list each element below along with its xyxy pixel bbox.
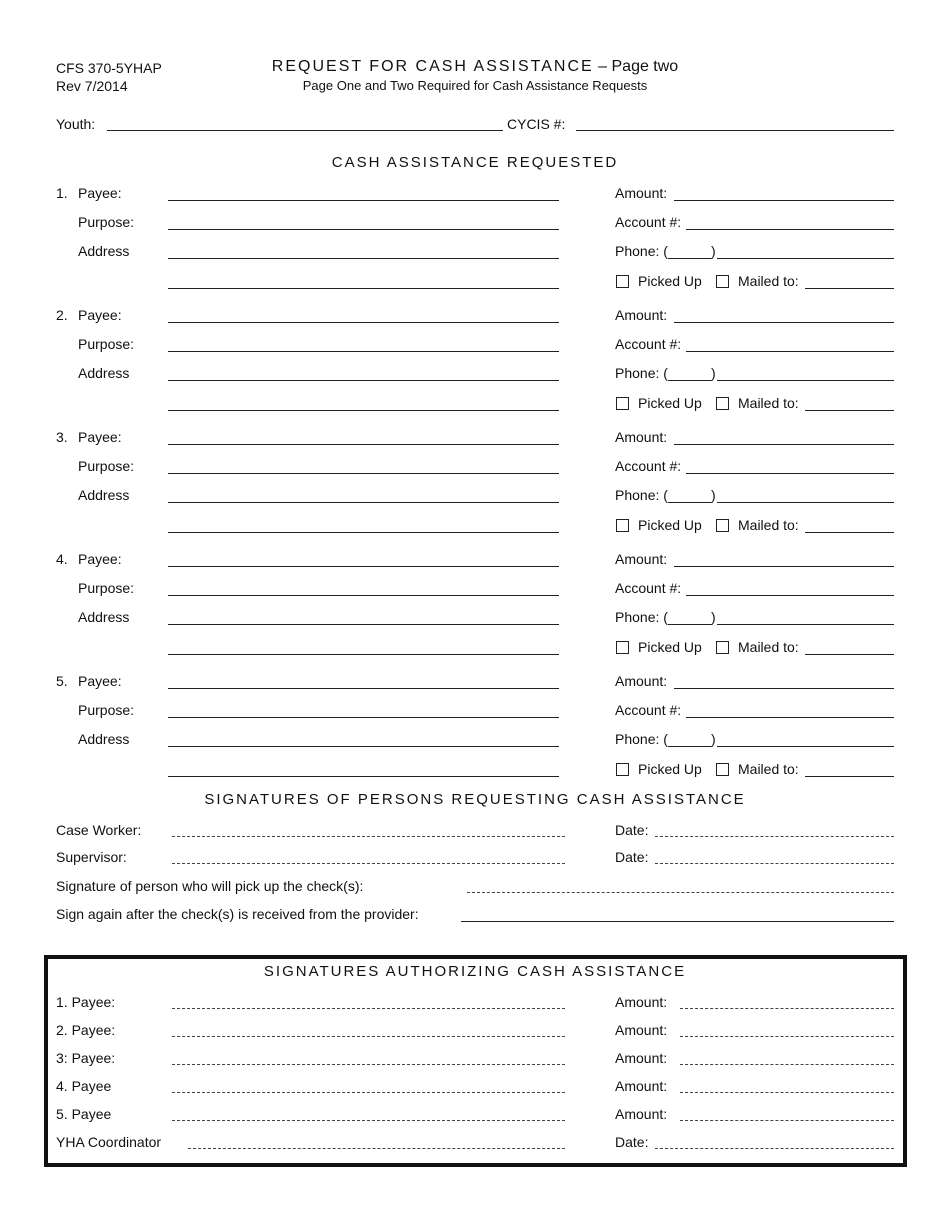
entry-3-payee-label: Payee: [78, 429, 122, 445]
entry-1-purpose-field[interactable] [168, 229, 559, 230]
entry-4-amount-label: Amount: [615, 551, 668, 567]
auth-row-4-signature-field[interactable] [172, 1092, 565, 1093]
entry-4-account-field[interactable] [686, 595, 894, 596]
entry-5-amount-field[interactable] [674, 688, 894, 689]
auth-row-2-right-field[interactable] [680, 1036, 894, 1037]
entry-4-number: 4. [56, 551, 68, 567]
entry-2-account-label: Account #: [615, 336, 682, 352]
entry-2-picked-up-label: Picked Up [638, 395, 702, 411]
entry-4-account-label: Account #: [615, 580, 682, 596]
cycis-field[interactable] [576, 130, 894, 131]
entry-3-picked-up-checkbox[interactable] [616, 519, 629, 532]
entry-5-phone-number-field[interactable] [717, 746, 894, 747]
entry-3-phone-area-code-field[interactable] [668, 502, 712, 503]
entry-2-address-label: Address [78, 365, 130, 381]
entry-1-mailed-to-label: Mailed to: [738, 273, 799, 289]
entry-4-address-field-1[interactable] [168, 624, 559, 625]
entry-4-address-label: Address [78, 609, 130, 625]
case-worker-date-field[interactable] [655, 836, 894, 837]
requesting-section-heading: SIGNATURES OF PERSONS REQUESTING CASH ASSISTANCE [204, 791, 746, 808]
entry-1-phone-number-field[interactable] [717, 258, 894, 259]
supervisor-date-label: Date: [615, 849, 649, 865]
auth-row-6-label: YHA Coordinator [56, 1134, 162, 1150]
entry-2-amount-field[interactable] [674, 322, 894, 323]
auth-row-2-label: 2. Payee: [56, 1022, 116, 1038]
pickup-signature-label: Signature of person who will pick up the check(s): [56, 878, 364, 894]
entry-5-purpose-label: Purpose: [78, 702, 135, 718]
entry-3-phone-number-field[interactable] [717, 502, 894, 503]
entry-3-amount-field[interactable] [674, 444, 894, 445]
entry-2-payee-field[interactable] [168, 322, 559, 323]
auth-row-5-label: 5. Payee [56, 1106, 112, 1122]
entry-5-account-field[interactable] [686, 717, 894, 718]
auth-row-3-signature-field[interactable] [172, 1064, 565, 1065]
entry-3-purpose-field[interactable] [168, 473, 559, 474]
entry-1-mailed-to-checkbox[interactable] [716, 275, 729, 288]
auth-row-1-right-field[interactable] [680, 1008, 894, 1009]
case-worker-label: Case Worker: [56, 822, 142, 838]
entry-3-picked-up-label: Picked Up [638, 517, 702, 533]
youth-field[interactable] [107, 130, 503, 131]
pickup-signature-field[interactable] [467, 892, 894, 893]
entry-2-mailed-to-label: Mailed to: [738, 395, 799, 411]
entry-5-phone-close-paren: ) [711, 731, 716, 747]
auth-row-1-right-label: Amount: [615, 994, 668, 1010]
entry-3-address-field-2[interactable] [168, 532, 559, 533]
entry-4-mailed-to-label: Mailed to: [738, 639, 799, 655]
entry-2-address-field-1[interactable] [168, 380, 559, 381]
entry-1-address-field-1[interactable] [168, 258, 559, 259]
page-title [0, 59, 950, 75]
cash-section-heading: CASH ASSISTANCE REQUESTED [331, 154, 619, 171]
entry-3-purpose-label: Purpose: [78, 458, 135, 474]
entry-2-phone-label: Phone: ( [615, 365, 668, 381]
entry-5-phone-area-code-field[interactable] [668, 746, 712, 747]
entry-5-mailed-to-label: Mailed to: [738, 761, 799, 777]
auth-row-3-right-field[interactable] [680, 1064, 894, 1065]
supervisor-label: Supervisor: [56, 849, 127, 865]
youth-label: Youth: [56, 116, 96, 132]
entry-4-amount-field[interactable] [674, 566, 894, 567]
entry-3-account-label: Account #: [615, 458, 682, 474]
entry-1-picked-up-checkbox[interactable] [616, 275, 629, 288]
entry-3-mailed-to-checkbox[interactable] [716, 519, 729, 532]
entry-5-address-label: Address [78, 731, 130, 747]
entry-1-phone-area-code-field[interactable] [668, 258, 712, 259]
page-subtitle: Page One and Two Required for Cash Assistance Requests [302, 78, 648, 93]
auth-row-4-right-field[interactable] [680, 1092, 894, 1093]
entry-3-account-field[interactable] [686, 473, 894, 474]
entry-2-amount-label: Amount: [615, 307, 668, 323]
authorizing-section-heading: SIGNATURES AUTHORIZING CASH ASSISTANCE [263, 963, 687, 980]
entry-5-phone-label: Phone: ( [615, 731, 668, 747]
entry-2-picked-up-checkbox[interactable] [616, 397, 629, 410]
entry-2-purpose-field[interactable] [168, 351, 559, 352]
entry-2-account-field[interactable] [686, 351, 894, 352]
supervisor-date-field[interactable] [655, 863, 894, 864]
auth-row-4-right-label: Amount: [615, 1078, 668, 1094]
entry-5-picked-up-checkbox[interactable] [616, 763, 629, 776]
auth-row-1-label: 1. Payee: [56, 994, 116, 1010]
entry-1-account-label: Account #: [615, 214, 682, 230]
entry-5-payee-label: Payee: [78, 673, 122, 689]
auth-row-1-signature-field[interactable] [172, 1008, 565, 1009]
entry-3-amount-label: Amount: [615, 429, 668, 445]
auth-row-5-right-field[interactable] [680, 1120, 894, 1121]
auth-row-5-right-label: Amount: [615, 1106, 668, 1122]
cycis-label: CYCIS #: [507, 116, 566, 132]
entry-4-phone-label: Phone: ( [615, 609, 668, 625]
entry-4-payee-field[interactable] [168, 566, 559, 567]
entry-1-address-label: Address [78, 243, 130, 259]
entry-5-address-field-2[interactable] [168, 776, 559, 777]
entry-2-purpose-label: Purpose: [78, 336, 135, 352]
entry-3-number: 3. [56, 429, 68, 445]
form-revision: Rev 7/2014 [56, 78, 128, 94]
entry-1-number: 1. [56, 185, 68, 201]
entry-2-mailed-to-field[interactable] [805, 410, 894, 411]
entry-4-phone-close-paren: ) [711, 609, 716, 625]
entry-1-payee-field[interactable] [168, 200, 559, 201]
entry-2-phone-close-paren: ) [711, 365, 716, 381]
auth-row-5-signature-field[interactable] [172, 1120, 565, 1121]
entry-4-phone-area-code-field[interactable] [668, 624, 712, 625]
page-title-main: REQUEST FOR CASH ASSISTANCE [271, 58, 594, 75]
entry-3-address-label: Address [78, 487, 130, 503]
entry-4-purpose-label: Purpose: [78, 580, 135, 596]
auth-row-6-signature-field[interactable] [188, 1148, 565, 1149]
entry-5-number: 5. [56, 673, 68, 689]
entry-4-phone-number-field[interactable] [717, 624, 894, 625]
supervisor-signature-field[interactable] [172, 863, 565, 864]
entry-1-phone-label: Phone: ( [615, 243, 668, 259]
entry-3-phone-label: Phone: ( [615, 487, 668, 503]
entry-5-address-field-1[interactable] [168, 746, 559, 747]
sign-again-label: Sign again after the check(s) is received from the provider: [56, 906, 419, 922]
auth-row-6-right-field[interactable] [655, 1148, 894, 1149]
auth-row-4-label: 4. Payee [56, 1078, 112, 1094]
entry-2-address-field-2[interactable] [168, 410, 559, 411]
entry-1-amount-field[interactable] [674, 200, 894, 201]
entry-2-number: 2. [56, 307, 68, 323]
entry-4-payee-label: Payee: [78, 551, 122, 567]
form-code: CFS 370-5YHAP [56, 60, 162, 76]
case-worker-signature-field[interactable] [172, 836, 565, 837]
entry-3-payee-field[interactable] [168, 444, 559, 445]
entry-2-phone-number-field[interactable] [717, 380, 894, 381]
entry-1-address-field-2[interactable] [168, 288, 559, 289]
entry-4-mailed-to-field[interactable] [805, 654, 894, 655]
entry-4-picked-up-label: Picked Up [638, 639, 702, 655]
entry-4-mailed-to-checkbox[interactable] [716, 641, 729, 654]
entry-1-payee-label: Payee: [78, 185, 122, 201]
entry-1-account-field[interactable] [686, 229, 894, 230]
entry-3-mailed-to-field[interactable] [805, 532, 894, 533]
entry-4-picked-up-checkbox[interactable] [616, 641, 629, 654]
entry-3-phone-close-paren: ) [711, 487, 716, 503]
entry-5-payee-field[interactable] [168, 688, 559, 689]
auth-row-6-right-label: Date: [615, 1134, 649, 1150]
entry-5-mailed-to-field[interactable] [805, 776, 894, 777]
auth-row-3-right-label: Amount: [615, 1050, 668, 1066]
entry-2-payee-label: Payee: [78, 307, 122, 323]
entry-2-mailed-to-checkbox[interactable] [716, 397, 729, 410]
entry-1-amount-label: Amount: [615, 185, 668, 201]
entry-1-mailed-to-field[interactable] [805, 288, 894, 289]
entry-1-phone-close-paren: ) [711, 243, 716, 259]
entry-3-address-field-1[interactable] [168, 502, 559, 503]
entry-5-mailed-to-checkbox[interactable] [716, 763, 729, 776]
auth-row-3-label: 3: Payee: [56, 1050, 116, 1066]
entry-1-purpose-label: Purpose: [78, 214, 135, 230]
entry-5-picked-up-label: Picked Up [638, 761, 702, 777]
entry-5-purpose-field[interactable] [168, 717, 559, 718]
entry-1-picked-up-label: Picked Up [638, 273, 702, 289]
entry-4-purpose-field[interactable] [168, 595, 559, 596]
sign-again-field[interactable] [461, 921, 894, 922]
auth-row-2-signature-field[interactable] [172, 1036, 565, 1037]
entry-3-mailed-to-label: Mailed to: [738, 517, 799, 533]
auth-row-2-right-label: Amount: [615, 1022, 668, 1038]
entry-5-account-label: Account #: [615, 702, 682, 718]
page-title-suffix: – Page two [593, 58, 679, 75]
entry-2-phone-area-code-field[interactable] [668, 380, 712, 381]
authorizing-box [44, 955, 907, 1167]
entry-5-amount-label: Amount: [615, 673, 668, 689]
entry-4-address-field-2[interactable] [168, 654, 559, 655]
case-worker-date-label: Date: [615, 822, 649, 838]
